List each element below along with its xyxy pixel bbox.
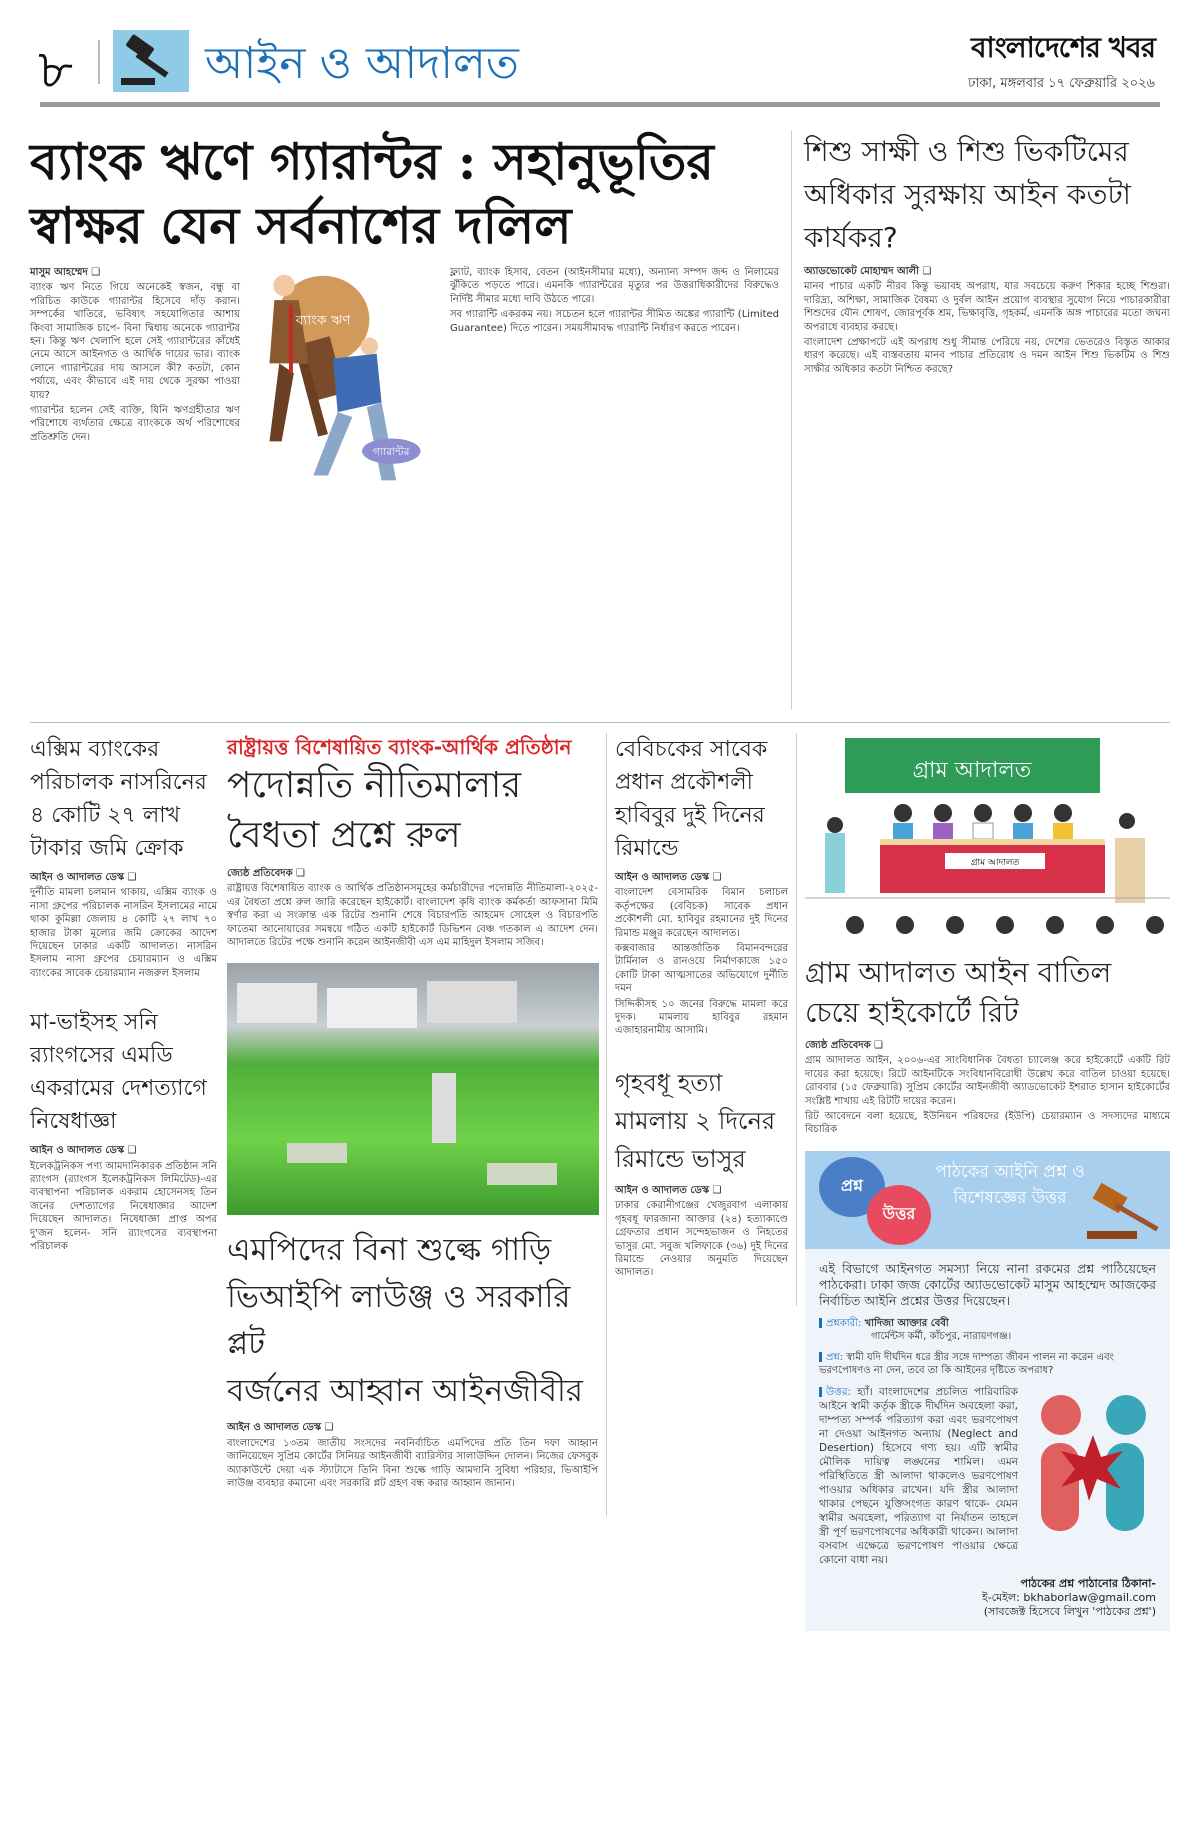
mp-body bbox=[227, 1421, 598, 1490]
bebichok-paragraph: সিদ্দিকীসহ ১০ জনের বিরুদ্ধে মামলা করে দুদক। মামলায় হাবিবুর রহমান এজাহারনামীয় আসামি। bbox=[615, 998, 788, 1037]
promotion-headline bbox=[227, 761, 598, 861]
sony-article bbox=[30, 1006, 217, 1253]
promotion-headline-line2: বৈধতা প্রশ্নে রুল bbox=[227, 815, 461, 856]
gavel-icon bbox=[113, 30, 189, 92]
asker-detail: গার্মেন্টস কর্মী, কাঁচপুর, নারায়ণগঞ্জ। bbox=[871, 1330, 1012, 1342]
qa-contact bbox=[819, 1577, 1156, 1619]
gram-adalat-byline: জ্যেষ্ঠ প্রতিবেদক ❑ bbox=[805, 1040, 884, 1051]
question-label: প্রশ্ন: bbox=[826, 1351, 844, 1363]
bebichok-article bbox=[615, 733, 788, 1038]
column-4 bbox=[797, 733, 1170, 1631]
cars-and-plots-photo bbox=[227, 963, 599, 1215]
gram-adalat-article bbox=[805, 953, 1170, 1137]
mp-article bbox=[227, 1227, 598, 1490]
lead-headline-line1: ব্যাংক ঋণে গ্যারান্টর : সহানুভূতির bbox=[30, 132, 714, 191]
murder-article bbox=[615, 1064, 788, 1280]
exim-article bbox=[30, 733, 217, 980]
gram-adalat-paragraph: রিট আবেদনে বলা হয়েছে, ইউনিয়ন পরিষদের (ইউপি) চেয়ারম্যান ও সদস্যদের মাধ্যমে বিচারিক bbox=[805, 1111, 1170, 1136]
mp-headline-line3: বর্জনের আহ্বান আইনজীবীর bbox=[227, 1373, 583, 1410]
qa-asker bbox=[819, 1317, 1156, 1343]
lead-paragraph: সব গ্যারান্টি একরকম নয়। সচেতন হলে গ্যারান্টর সীমিত অঙ্কের গ্যারান্টি (Limited Guarantee) দিতে পারেন। সময়সীমাবদ্ধ গ্যারান্টি নির্ধারণ করতে পারেন। bbox=[450, 309, 779, 334]
promotion-kicker: রাষ্ট্রায়ত্ত বিশেষায়িত ব্যাংক-আর্থিক প্রতিষ্ঠান bbox=[227, 735, 572, 759]
lead-body-left bbox=[30, 266, 240, 446]
qa-header bbox=[805, 1151, 1170, 1249]
exim-body bbox=[30, 871, 217, 980]
issue-date: ঢাকা, মঙ্গলবার ১৭ ফেব্রুয়ারি ২০২৬ bbox=[968, 76, 1155, 91]
lead-body-right bbox=[450, 266, 779, 337]
promotion-body bbox=[227, 867, 598, 949]
side-paragraph: মানব পাচার একটি নীরব কিন্তু ভয়াবহ অপরাধ, যার সবচেয়ে করুণ শিকার হচ্ছে শিশুরা। দারিদ্র্য, অশিক্ষা, সামাজিক বৈষম্য ও দুর্বল আইন প্রয়োগ ব্যবস্থার সুযোগ নিয়ে পাচারকারীরা শিশুদের যৌন শোষণ, জোরপূর্বক শ্রম, ভিক্ষাবৃত্তি, গৃহকর্ম, এমনকি অঙ্গ পাচারের মতো জঘন্য অপরাধে ব্যবহার করছে। bbox=[804, 281, 1170, 333]
section-rule bbox=[30, 722, 1170, 723]
banner-text: গ্রাম আদালত bbox=[912, 758, 1032, 783]
guarantor-label: গ্যারান্টর bbox=[373, 445, 410, 459]
lead-illustration bbox=[250, 266, 440, 710]
qa-intro: এই বিভাগে আইনগত সমস্যা নিয়ে নানা রকমের প্রশ্ন পাঠিয়েছেন পাঠকেরা। ঢাকা জজ কোর্টের অ্যাডভোকেট মাসুম আহম্মেদ আজকের নির্বাচিত আইনি প্রশ্নের উত্তর দিয়েছেন। bbox=[819, 1260, 1156, 1308]
exim-paragraph: দুর্নীতি মামলা চলমান থাকায়, এক্সিম ব্যাংক ও নাসা গ্রুপের পরিচালক নাসরিন ইসলামের নামে থাকা কুমিল্লা জেলায় ৪ কোটি ২৭ লাখ ৭০ হাজার টাকা মূল্যের জমি ক্রোকের আদেশ দিয়েছেন ঢাকার একটি আদালত। নাসরিন ইসলাম নাসা গ্রুপের চেয়ারম্যান ও এক্সিম ব্যাংকের সাবেক চেয়ারম্যান নজরুল ইসলাম bbox=[30, 887, 217, 979]
murder-byline: আইন ও আদালত ডেস্ক ❑ bbox=[615, 1184, 722, 1196]
sony-paragraph: ইলেকট্রনিকস পণ্য আমদানিকারক প্রতিষ্ঠান সনি র‍্যাংগস (র‍্যাংগস ইলেকট্রনিকস লিমিটেড)-এর ব্যবস্থাপনা পরিচালক একরাম হোসেনসহ তিন জনের দেশত্যাগের নিষেধাজ্ঞার আদেশ দিয়েছেন আদালত। নিষেধাজ্ঞা প্রাপ্ত অপর দু'জন হলেন- সনি র‍্যাংগসের ব্যবস্থাপনা পরিচালক bbox=[30, 1160, 217, 1253]
side-body bbox=[804, 265, 1170, 376]
reader-qa-box bbox=[805, 1151, 1170, 1631]
lead-paragraph: গ্যারান্টর হলেন সেই ব্যক্তি, যিনি ঋণগ্রহীতার ঋণ পরিশোধে ব্যর্থতার ক্ষেত্রে ব্যাংককে অর্থ পরিশোধের প্রতিশ্রুতি দেন। bbox=[30, 405, 240, 443]
side-article bbox=[792, 130, 1170, 378]
sony-byline: আইন ও আদালত ডেস্ক ❑ bbox=[30, 1145, 137, 1157]
murder-paragraph: ঢাকার কেরানীগঞ্জের খেজুরবাগ এলাকায় গৃহবধূ ফারজানা আক্তার (২৪) হত্যাকাণ্ডে গ্রেফতার প্রধান সন্দেহভাজন ও নিহতের ভাসুর মো. সবুজ খলিফাকে (৩৬) দুই দিনের রিমান্ডে নেওয়ার অনুমতি দিয়েছেন আদালত। bbox=[615, 1200, 788, 1279]
top-row bbox=[30, 130, 1170, 710]
lead-byline: মাসুম আহম্মেদ ❑ bbox=[30, 267, 101, 278]
bebichok-paragraph: কক্সবাজার আন্তর্জাতিক বিমানবন্দরের টার্মিনাল ও রানওয়ে নির্মাণকাজে ১৫০ কোটি টাকা আত্মসাতের অভিযোগে দুর্নীতি দমন bbox=[615, 943, 788, 995]
answer-bubble-icon: উত্তর bbox=[867, 1185, 931, 1245]
sony-headline: মা-ভাইসহ সনি র‍্যাংগসের এমডি একরামের দেশত্যাগে নিষেধাজ্ঞা bbox=[30, 1010, 207, 1135]
column-1 bbox=[30, 733, 225, 1280]
qa-title: পাঠকের আইনি প্রশ্ন ও বিশেষজ্ঞের উত্তর bbox=[935, 1161, 1085, 1208]
exim-byline: আইন ও আদালত ডেস্ক ❑ bbox=[30, 872, 137, 883]
answer-label: উত্তর: bbox=[826, 1385, 852, 1398]
lead-content bbox=[30, 266, 779, 710]
asker-name: খাদিজা আক্তার বেবী bbox=[864, 1317, 949, 1329]
mp-headline-line2: ভিআইপি লাউঞ্জ ও সরকারি প্লট bbox=[227, 1279, 571, 1363]
gram-adalat-illustration bbox=[805, 733, 1170, 947]
side-paragraph: বাংলাদেশ প্রেক্ষাপটে এই অপরাধ শুধু সীমান্ত পেরিয়ে নয়, দেশের ভেতরেও বিস্তৃত আকার ধারণ করেছে। এই বাস্তবতায় মানব পাচার প্রতিরোধ ও দমন আইন শিশু ভিকটিম ও শিশু সাক্ষীর অধিকার কতটা নিশ্চিত করছে? bbox=[804, 337, 1170, 375]
murder-body bbox=[615, 1184, 788, 1280]
bebichok-byline: আইন ও আদালত ডেস্ক ❑ bbox=[615, 872, 722, 883]
qa-answer-row bbox=[819, 1385, 1156, 1567]
asker-label: প্রশ্নকারী: bbox=[826, 1317, 862, 1329]
mp-headline-line1: এমপিদের বিনা শুল্কে গাড়ি bbox=[227, 1232, 552, 1269]
qa-answer bbox=[819, 1385, 1018, 1567]
gram-adalat-headline: গ্রাম আদালত আইন বাতিল চেয়ে হাইকোর্টে রিট bbox=[805, 956, 1112, 1029]
lead-headline-line2: স্বাক্ষর যেন সর্বনাশের দলিল bbox=[30, 196, 572, 255]
side-byline: অ্যাডভোকেট মোহাম্মদ আলী ❑ bbox=[804, 266, 932, 277]
couple-dispute-illustration bbox=[1026, 1385, 1156, 1535]
newspaper-logo: বাংলাদেশের খবর bbox=[970, 31, 1155, 64]
question-text: স্বামী যদি দীর্ঘদিন ধরে স্ত্রীর সঙ্গে দাম্পত্য জীবন পালন না করেন এবং ভরণপোষণও না দেন, তবে তা কি আইনের দৃষ্টিতে অপরাধ? bbox=[819, 1351, 1114, 1376]
bebichok-body bbox=[615, 871, 788, 1038]
side-headline: শিশু সাক্ষী ও শিশু ভিকটিমের অধিকার সুরক্ষায় আইন কতটা কার্যকর? bbox=[804, 135, 1131, 254]
header-rule bbox=[40, 102, 1160, 107]
contact-title: পাঠকের প্রশ্ন পাঠানোর ঠিকানা- bbox=[1020, 1576, 1156, 1590]
page-number: ৮ bbox=[38, 38, 74, 101]
mp-headline bbox=[227, 1227, 598, 1415]
column-3 bbox=[607, 733, 797, 1306]
gavel-icon bbox=[1087, 1181, 1169, 1241]
divider bbox=[98, 40, 100, 84]
promotion-byline: জ্যেষ্ঠ প্রতিবেদক ❑ bbox=[227, 868, 306, 879]
answer-text: হ্যাঁ। বাংলাদেশের প্রচলিত পারিবারিক আইনে স্বামী কর্তৃক স্ত্রীকে দীর্ঘদিন অবহেলা করা, দাম্পত্য সম্পর্ক পরিত্যাগ করা এবং ভরণপোষণ না দেওয়া আইনগত অন্যায় (Neglect and Desertion) হিসেবে গণ্য হয়। এটি স্বামীর মৌলিক দায়িত্ব লঙ্ঘনের শামিল। এমন পরিস্থিতিতে স্ত্রী আলাদা থাকলেও ভরণপোষণ পাওয়ার অধিকার রাখেন। যদি স্ত্রীর আলাদা থাকার পেছনে যুক্তিসংগত কারণ থাকে- যেমন স্বামীর অবহেলা, পরিত্যাগ বা নির্যাতন তাহলে স্ত্রী পূর্ণ ভরণপোষণের অধিকারী থাকেন। আলাদা বসবাস এক্ষেত্রে ভরণপোষণ পাওয়ার ক্ষেত্রে কোনো বাধা নয়। bbox=[819, 1385, 1018, 1566]
exim-headline: এক্সিম ব্যাংকের পরিচালক নাসরিনের ৪ কোটি ২৭ লাখ টাকার জমি ক্রোক bbox=[30, 737, 207, 861]
sony-body bbox=[30, 1144, 217, 1253]
mp-paragraph: বাংলাদেশের ১৩তম জাতীয় সংসদের নবনির্বাচিত এমপিদের প্রতি তিন দফা আহ্বান জানিয়েছেন সুপ্রিম কোর্টের সিনিয়র আইনজীবী ব্যারিস্টার সালাউদ্দিন দোলন। নিজের ফেসবুক অ্যাকাউন্টে দেয়া এক স্ট্যাটাসে তিনি বিনা শুল্কে গাড়ি আমদানি সুবিধা পরিহার, ভিআইপি লাউঞ্জ ব্যবহার কমানো এবং সরকারি প্লট গ্রহণ বন্ধ করার আহ্বান জানান। bbox=[227, 1437, 598, 1490]
lead-paragraph: ব্যাংক ঋণ নিতে গিয়ে অনেকেই স্বজন, বন্ধু বা পরিচিত কাউকে গ্যারান্টর হিসেবে দাঁড় করান। সম্পর্কের খাতিরে, ভবিষ্যৎ সহযোগিতার আশায় কিংবা সামাজিক চাপে- বিনা দ্বিধায় অনেকে গ্যারান্টর হন। কিন্তু ঋণ খেলাপি হলে সেই গ্যারান্টরের কাঁধেই নেমে আসে আইনগত ও আর্থিক দায়ের ভার। ব্যাংক লোনে গ্যারান্টরের দায় আসলে কী? কতটা, কোন পর্যায়ে, এবং কীভাবে এই দায় থেকে সুরক্ষা পাওয়া যায়? bbox=[30, 282, 240, 401]
question-bubble-icon: প্রশ্ন bbox=[819, 1157, 885, 1217]
promotion-article bbox=[227, 733, 598, 949]
section-title: আইন ও আদালত bbox=[205, 38, 519, 89]
bebichok-headline: বেবিচকের সাবেক প্রধান প্রকৌশলী হাবিবুর দুই দিনের রিমান্ডে bbox=[615, 737, 768, 861]
contact-note: (সাবজেক্ট হিসেবে লিখুন 'পাঠকের প্রশ্ন') bbox=[983, 1604, 1156, 1618]
bebichok-paragraph: বাংলাদেশ বেসামরিক বিমান চলাচল কর্তৃপক্ষের (বেবিচক) সাবেক প্রধান প্রকৌশলী মো. হাবিবুর রহমানের দুই দিনের রিমান্ড মঞ্জুর করেছেন আদালত। bbox=[615, 887, 788, 939]
bottom-row bbox=[30, 733, 1170, 1631]
lead-article bbox=[30, 130, 792, 710]
lead-paragraph: ফ্ল্যাট, ব্যাংক হিসাব, বেতন (আইনসীমার মধ্যে), অন্যান্য সম্পদ জব্দ ও নিলামের ঝুঁকিতে পড়তে পারে। এমনকি গ্যারান্টরের মৃত্যুর পর উত্তরাধিকারীদের বিরুদ্ধেও নির্দিষ্ট সীমার মধ্যে দাবি উঠতে পারে। bbox=[450, 267, 779, 305]
promotion-headline-line1: পদোন্নতি নীতিমালার bbox=[227, 765, 522, 806]
column-2 bbox=[225, 733, 607, 1516]
gram-adalat-paragraph: গ্রাম আদালত আইন, ২০০৬-এর সাংবিধানিক বৈধতা চ্যালেঞ্জ করে হাইকোর্টে একটি রিট দায়ের করা হয়েছে। রিটে আইনটিকে সংবিধানবিরোধী উল্লেখ করে বাতিল চাওয়া হয়েছে। রোববার (১৫ ফেব্রুয়ারি) সুপ্রিম কোর্টের আইনজীবী অ্যাডভোকেট ইশরাত হাসান হাইকোর্টের সংশ্লিষ্ট শাখায় এই রিটটি দায়ের করেন। bbox=[805, 1055, 1170, 1107]
promotion-paragraph: রাষ্ট্রায়ত্ত বিশেষায়িত ব্যাংক ও আর্থিক প্রতিষ্ঠানসমূহের কর্মচারীদের পদোন্নতি নীতিমালা-২০২৫-এর বৈধতা প্রশ্নে রুল জারি করেছেন হাইকোর্ট। বাংলাদেশ কৃষি ব্যাংক কর্মকর্তা আফসানা মিমি স্বর্ণার করা এ সংক্রান্ত এক রিটের শুনানি শেষে বিচারপতি আহমেদ সোহেল ও বিচারপতি ফাতেমা আনোয়ারের সমন্বয়ে গঠিত একটি হাইকোর্ট ডিভিশন বেঞ্চ গতকাল এ আদেশ দেন। আদালতে রিটের পক্ষে শুনানি করেন আইনজীবী এস এম মাহিদুল ইসলাম সজিব। bbox=[227, 883, 598, 949]
contact-email[interactable]: ই-মেইল: bkhaborlaw@gmail.com bbox=[981, 1590, 1156, 1604]
page-content bbox=[30, 130, 1170, 1631]
murder-headline: গৃহবধূ হত্যা মামলায় ২ দিনের রিমান্ডে ভাসুর bbox=[615, 1068, 776, 1173]
gram-adalat-body bbox=[805, 1039, 1170, 1137]
qa-question bbox=[819, 1351, 1156, 1377]
sack-label: ব্যাংক ঋণ bbox=[295, 312, 351, 329]
lead-headline bbox=[30, 130, 779, 258]
table-sign: গ্রাম আদালত bbox=[970, 858, 1020, 868]
mp-byline: আইন ও আদালত ডেস্ক ❑ bbox=[227, 1422, 334, 1434]
